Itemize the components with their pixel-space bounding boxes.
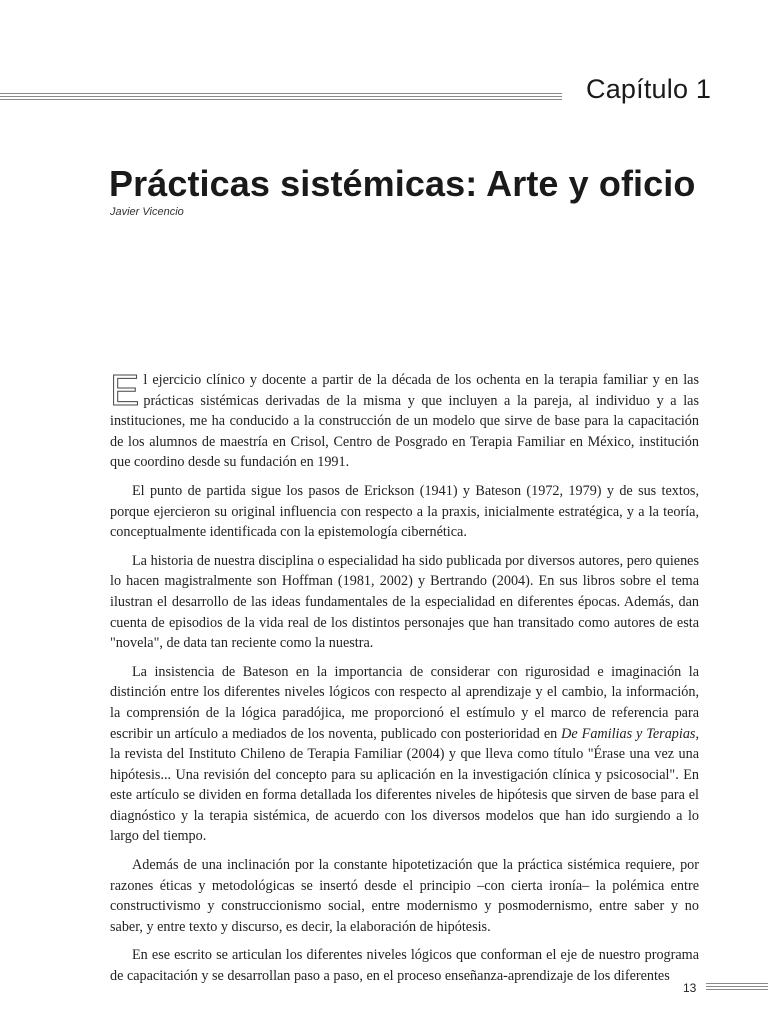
article-body	[110, 366, 699, 995]
paragraph-3: La historia de nuestra disciplina o especialidad ha sido publicada por diversos autores, pero quienes lo hacen magistralmente son Hoffman (1981, 2002) y Bertrando (2004). En sus libros sobre el tema ilustran el desarrollo de las ideas fundamentales de la especialidad en diferentes épocas. Además, dan cuenta de episodios de la vida real de los distintos personajes que han transitado como autores de esta "novela", de data tan reciente como la nuestra.	[110, 552, 699, 652]
article-author: Javier Vicencio	[110, 206, 184, 218]
paragraph-4-text-b: , la revista del Instituto Chileno de Terapia Familiar (2004) y que lleva como título "Érase una vez una hipótesis... Una revisión del concepto para su aplicación en la investigación clínica y psicosocial". En este artículo se dividen en forma detallada los diferentes niveles de hipótesis que sirven de base para el diagnóstico y la terapia sistémica, de acuerdo con los diversos modelos que han ido surgiendo a lo largo del tiempo.	[110, 725, 699, 845]
chapter-header-rule	[0, 93, 562, 102]
footer-rule	[706, 983, 768, 991]
paragraph-4	[110, 662, 699, 847]
article-title: Prácticas sistémicas: Arte y oficio	[109, 163, 696, 204]
drop-cap: E	[110, 366, 140, 415]
paragraph-6: En ese escrito se articulan los diferentes niveles lógicos que conforman el eje de nuestro programa de capacitación y se desarrollan paso a paso, en el proceso enseñanza-aprendizaje de los diferentes	[110, 947, 699, 985]
paragraph-1-text: l ejercicio clínico y docente a partir de la década de los ochenta en la terapia familiar y en las prácticas sistémicas derivadas de la misma y que incluyen a la pareja, al individuo y a las instituciones, me ha conducido a la construcción de un modelo que sirve de base para la capacitación de los alumnos de maestría en Crisol, Centro de Posgrado en Terapia Familiar en México, institución que coordino desde su fundación en 1991.	[110, 372, 699, 471]
paragraph-5: Además de una inclinación por la constante hipotetización que la práctica sistémica requiere, por razones éticas y metodológicas se insertó desde el principio –con cierta ironía– la polémica entre constructivismo y construccionismo social, entre modernismo y posmodernismo, entre saber y no saber, y entre texto y discurso, es decir, la elaboración de hipótesis.	[110, 857, 699, 935]
journal-title: De Familias y Terapias	[561, 725, 696, 742]
chapter-label: Capítulo 1	[586, 74, 712, 104]
page-number: 13	[683, 981, 697, 995]
paragraph-4-text-a: La insistencia de Bateson en la importancia de considerar con rigurosidad e imaginación la distinción entre los diferentes niveles lógicos con respecto al aprendizaje y el cambio, la información, la comprensión de la lógica paradójica, me proporcionó el estímulo y el marco de referencia para escribir un artículo a mediados de los noventa, publicado con posterioridad en	[110, 663, 699, 742]
paragraph-1	[110, 366, 699, 473]
paragraph-2: El punto de partida sigue los pasos de Erickson (1941) y Bateson (1972, 1979) y de sus textos, porque ejercieron su original influencia con respecto a la praxis, inicialmente estratégica, y a la teoría, conceptualmente identificada con la epistemología cibernética.	[110, 482, 699, 541]
